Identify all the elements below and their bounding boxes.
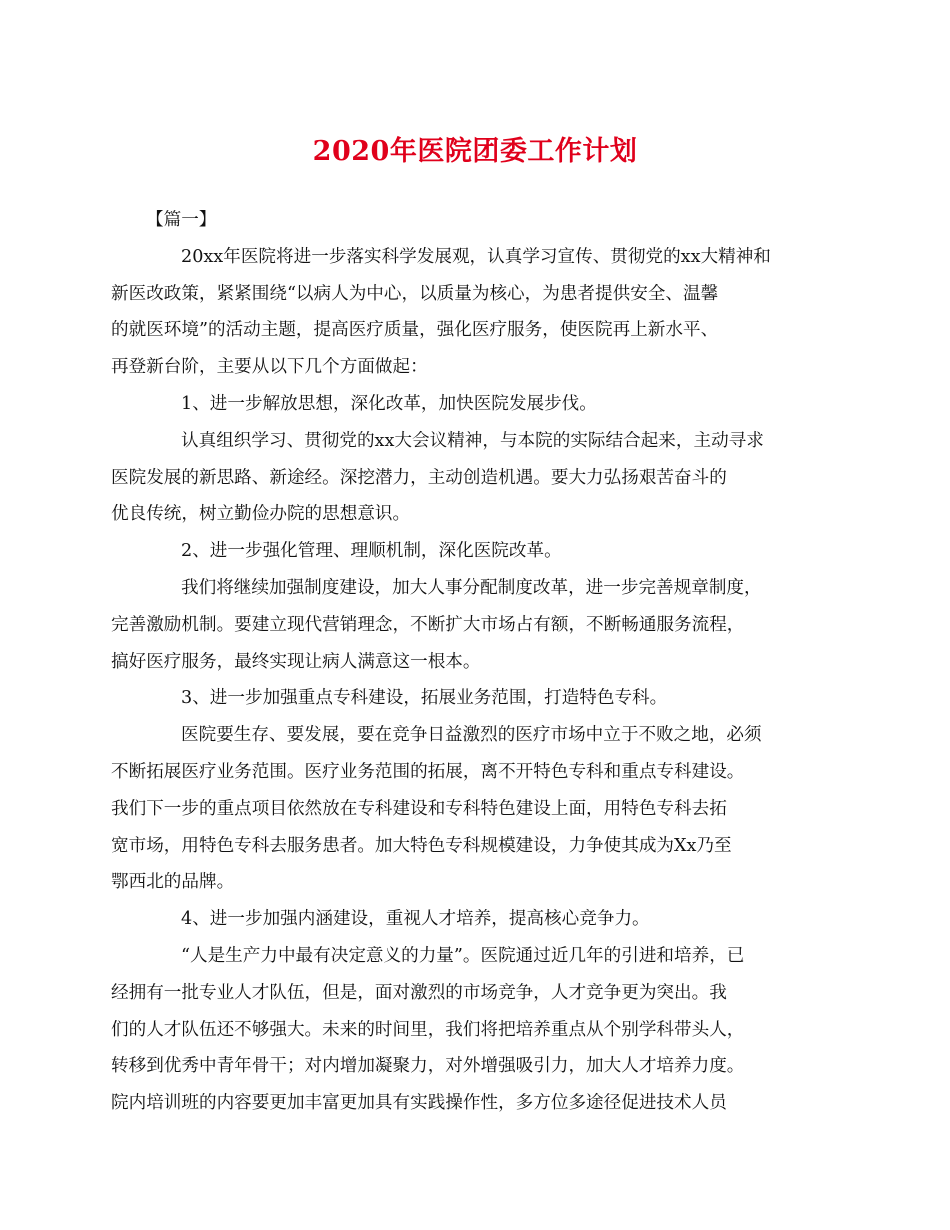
paragraph-body-2: [111, 570, 806, 680]
paragraph-body-1: [111, 423, 806, 533]
text-line: “人是生产力中最有决定意义的力量”。医院通过近几年的引进和培养，已: [181, 945, 745, 966]
text-line: 优良传统，树立勤俭办院的思想意识。: [111, 504, 411, 525]
text-line: 1、进一步解放思想，深化改革，加快医院发展步伐。: [181, 393, 597, 414]
text-line: 鄂西北的品牌。: [111, 872, 235, 893]
paragraph-heading-4: [146, 901, 806, 938]
paragraph-heading-2: [146, 533, 806, 570]
text-line: 宽市场，用特色专科去服务患者。加大特色专科规模建设，力争使其成为Xx乃至: [111, 835, 732, 856]
text-line: 再登新台阶，主要从以下几个方面做起：: [111, 357, 428, 378]
text-line: 医院要生存、要发展，要在竞争日益激烈的医疗市场中立于不败之地，必须: [181, 725, 762, 746]
text-line: 认真组织学习、贯彻党的xx大会议精神，与本院的实际结合起来，主动寻求: [181, 430, 764, 451]
text-line: 3、进一步加强重点专科建设，拓展业务范围，打造特色专科。: [181, 688, 668, 709]
text-line: 20xx年医院将进一步落实科学发展观，认真学习宣传、贯彻党的xx大精神和: [181, 246, 771, 267]
text-line: 完善激励机制。要建立现代营销理念，不断扩大市场占有额，不断畅通服务流程，: [111, 614, 745, 635]
text-line: 4、进一步加强内涵建设，重视人才培养，提高核心竞争力。: [181, 909, 650, 930]
text-line: 新医改政策，紧紧围绕“以病人为中心，以质量为核心，为患者提供安全、温馨: [111, 283, 719, 304]
document-title: 2020年医院团委工作计划: [312, 136, 638, 167]
text-line: 搞好医疗服务，最终实现让病人满意这一根本。: [111, 651, 481, 672]
text-line: 们的人才队伍还不够强大。未来的时间里，我们将把培养重点从个别学科带头人，: [111, 1019, 745, 1040]
document-body: [111, 202, 806, 1122]
text-line: 我们下一步的重点项目依然放在专科建设和专科特色建设上面，用特色专科去拓: [111, 798, 727, 819]
text-line: 2、进一步强化管理、理顺机制，深化医院改革。: [181, 541, 562, 562]
paragraph-heading-3: [146, 680, 806, 717]
text-line: 医院发展的新思路、新途经。深挖潜力，主动创造机遇。要大力弘扬艰苦奋斗的: [111, 467, 727, 488]
section-heading: 【篇一】: [146, 210, 217, 230]
paragraph-body-4: [111, 938, 806, 1122]
text-line: 的就医环境”的活动主题，提高医疗质量，强化医疗服务，使医院再上新水平、: [111, 320, 719, 341]
paragraph-heading-1: [146, 386, 806, 423]
text-line: 经拥有一批专业人才队伍，但是，面对激烈的市场竞争，人才竞争更为突出。我: [111, 982, 727, 1003]
text-line: 我们将继续加强制度建设，加大人事分配制度改革，进一步完善规章制度，: [181, 577, 762, 598]
text-line: 转移到优秀中青年骨干；对内增加凝聚力，对外增强吸引力，加大人才培养力度。: [111, 1056, 745, 1077]
text-line: 院内培训班的内容要更加丰富更加具有实践操作性，多方位多途径促进技术人员: [111, 1093, 727, 1114]
text-line: 不断拓展医疗业务范围。医疗业务范围的拓展，离不开特色专科和重点专科建设。: [111, 761, 745, 782]
paragraph-body-3: [111, 717, 806, 901]
paragraph-intro: [111, 239, 806, 386]
